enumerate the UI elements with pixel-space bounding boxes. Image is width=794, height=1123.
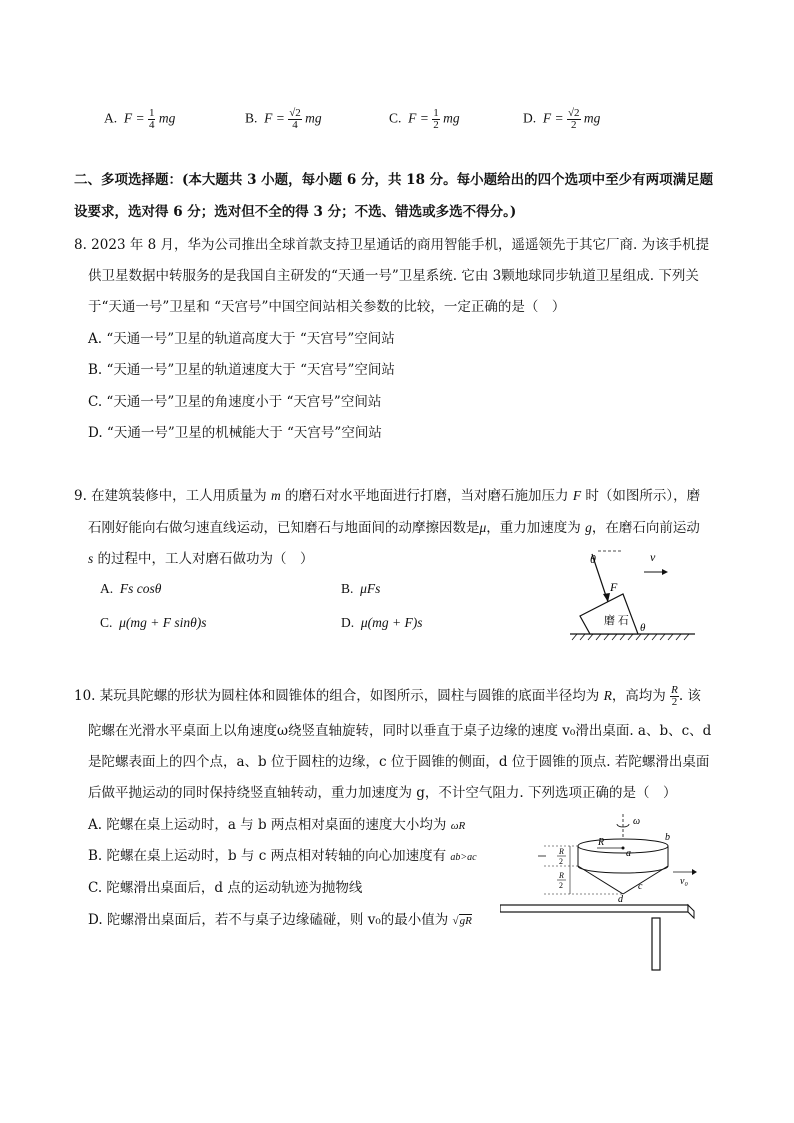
- q10-option-b[interactable]: B. 陀螺在桌上运动时，b 与 c 两点相对转轴的向心加速度有 ab>ac: [88, 848, 477, 864]
- q8-stem-line1: 8. 2023 年 8 月，华为公司推出全球首款支持卫星通话的商用智能手机，遥遥领先于其它厂商. 为该手机提: [74, 237, 710, 253]
- v0-arrowhead: [692, 869, 697, 875]
- q10-stem-line2: 陀螺在光滑水平桌面上以角速度ω绕竖直轴旋转，同时以垂直于桌子边缘的速度 v₀滑出桌面. a、b、c、d: [88, 723, 712, 739]
- q10-option-d[interactable]: D. 陀螺滑出桌面后，若不与桌子边缘磕碰，则 v₀的最小值为 √gR: [88, 912, 472, 928]
- cylinder-bottom: [578, 866, 668, 873]
- section2-heading-line2: 设要求，选对得 6 分；选对但不全的得 3 分；不选、错选或多选不得分。): [74, 204, 517, 220]
- q9-stem-line1: 9. 在建筑装修中，工人用质量为 m 的磨石对水平地面进行打磨，当对磨石施加压力 F 时（如图所示），磨: [74, 488, 701, 504]
- omega-label: ω: [633, 816, 641, 827]
- height-label-lower-den: 2: [559, 881, 563, 890]
- ground: [570, 634, 695, 640]
- q8-option-c[interactable]: C. “天通一号”卫星的角速度小于 “天宫号”空间站: [88, 394, 382, 410]
- height-label-upper-num: R: [559, 847, 564, 856]
- q10-stem-line1: 10. 某玩具陀螺的形状为圆柱体和圆锥体的组合，如图所示，圆柱与圆锥的底面半径均为 R，高均为 $\frac{R}{2}$ . 该: [74, 684, 701, 708]
- point-d-label: d: [618, 894, 623, 905]
- grindstone-label: 磨 石: [604, 615, 629, 627]
- q8-option-a[interactable]: A. “天通一号”卫星的轨道高度大于 “天宫号”空间站: [88, 331, 395, 347]
- v0-label: v₀: [680, 876, 688, 887]
- theta-label-bottom: θ: [640, 622, 646, 634]
- radius-label: R: [598, 837, 605, 848]
- point-c-label: c: [638, 881, 643, 892]
- q7-option-b[interactable]: B. F = $\frac{√2}{4}$ mg: [245, 107, 322, 131]
- q9-stem-line2: 石刚好能向右做匀速直线运动，已知磨石与地面间的动摩擦因数是μ，重力加速度为 g，在磨石向前运动: [88, 520, 700, 536]
- velocity-label: v: [650, 550, 656, 564]
- cylinder-top: [578, 839, 668, 853]
- sqrt-symbol: √: [452, 915, 459, 927]
- q7-option-d[interactable]: D. F = $\frac{√2}{2}$ mg: [523, 107, 601, 131]
- q8-stem-line3: 于“天通一号”卫星和 “天宫号”中国空间站相关参数的比较，一定正确的是（ ）: [88, 299, 566, 315]
- q10-option-c[interactable]: C. 陀螺滑出桌面后，d 点的运动轨迹为抛物线: [88, 880, 363, 896]
- table-top: [500, 905, 688, 912]
- q10-stem-line3: 是陀螺表面上的四个点，a、b 位于圆柱的边缘，c 位于圆锥的侧面，d 位于圆锥的顶点. 若陀螺滑出桌面: [88, 754, 710, 770]
- q9-stem-line3: s 的过程中，工人对磨石做功为（ ）: [88, 551, 314, 567]
- point-b-label: b: [665, 832, 670, 843]
- cone-right: [623, 866, 668, 894]
- table-leg: [652, 918, 660, 970]
- theta-label-top: θ: [590, 552, 596, 566]
- q10-figure: [500, 810, 700, 975]
- velocity-arrowhead: [662, 569, 668, 575]
- q8-stem-line2: 供卫星数据中转服务的是我国自主研发的“天通一号”卫星系统. 它由 3颗地球同步轨道卫星组成. 下列关: [88, 268, 699, 284]
- q9-option-b[interactable]: B. μFs: [341, 581, 381, 596]
- q9-option-c[interactable]: C. μ(mg + F sinθ)s: [100, 615, 207, 630]
- height-label-upper-den: 2: [559, 857, 563, 866]
- q7-option-c[interactable]: C. F = $\frac{1}{2}$ mg: [389, 107, 460, 131]
- q9-figure: [560, 544, 700, 644]
- height-label-lower-num: R: [559, 871, 564, 880]
- q9-option-d[interactable]: D. μ(mg + F)s: [341, 615, 423, 630]
- force-label: F: [610, 580, 618, 594]
- q7-option-a[interactable]: A. F = $\frac{1}{4}$ mg: [104, 107, 176, 131]
- q9-option-a[interactable]: A. Fs cosθ: [100, 581, 162, 596]
- cone-left: [578, 866, 623, 894]
- table-edge: [688, 905, 694, 918]
- q10-stem-line4: 后做平抛运动的同时保持绕竖直轴转动，重力加速度为 g，不计空气阻力. 下列选项正确的是（ ）: [88, 785, 677, 801]
- point-a-label: a: [626, 848, 631, 859]
- point-a: [622, 847, 625, 850]
- q8-option-d[interactable]: D. “天通一号”卫星的机械能大于 “天宫号”空间站: [88, 425, 382, 441]
- q8-option-b[interactable]: B. “天通一号”卫星的轨道速度大于 “天宫号”空间站: [88, 362, 395, 378]
- grindstone: [580, 594, 638, 634]
- section2-heading-line1: 二、多项选择题：(本大题共 3 小题，每小题 6 分，共 18 分。每小题给出的四个选项中至少有两项满足题: [74, 172, 714, 188]
- q10-option-a[interactable]: A. 陀螺在桌上运动时，a 与 b 两点相对桌面的速度大小均为 ωR: [88, 817, 466, 833]
